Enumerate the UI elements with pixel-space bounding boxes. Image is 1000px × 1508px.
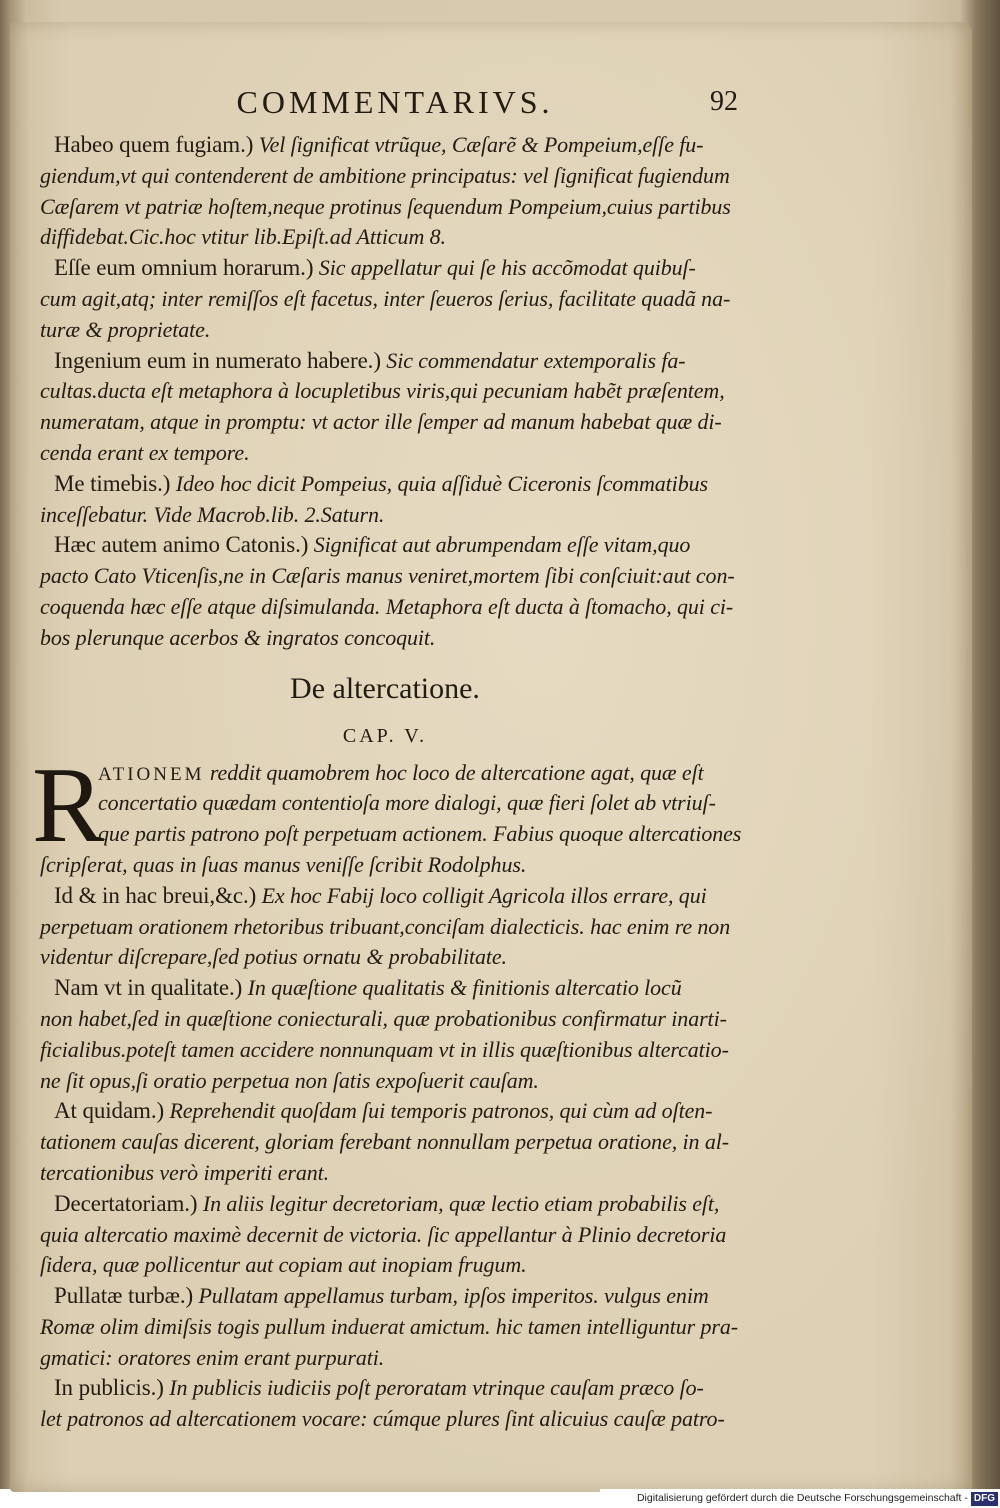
commentary-paragraph [40, 530, 735, 653]
paragraph-line: pacto Cato Vticenſis,ne in Cæſaris manus veniret,mortem ſibi conſciuit:aut con- [40, 563, 735, 589]
paragraph-line [40, 130, 730, 161]
paragraph-line: concertatio quædam contentioſa more dialogi, quæ fieri ſolet ab vtriuſ- [98, 790, 716, 816]
footer-text: Digitalisierung gefördert durch die Deutsche Forschungsgemeinschaft - [636, 1492, 968, 1504]
lemma: Habeo quem fugiam.) [54, 132, 254, 157]
line-text: reddit quamobrem hoc loco de altercatione agat, quæ eſt [204, 759, 704, 785]
paragraph-line: ſidera, quæ pollicentur aut copiam aut inopiam frugum. [40, 1252, 527, 1278]
paragraph-line [40, 1373, 730, 1404]
paragraph-line: que partis patrono poſt perpetuam actionem. Fabius quoque altercationes [98, 821, 742, 847]
paragraph-line: inceſſebatur. Vide Macrob.lib. 2.Saturn. [40, 501, 385, 527]
paragraph-line: Cæſarem vt patriæ hoſtem,neque protinus ſequendum Pompeium,cuius partibus [40, 193, 731, 219]
commentary-paragraph [40, 253, 730, 345]
first-word: ATIONEM [98, 763, 205, 785]
lemma: Ingenium eum in numerato habere.) [54, 347, 381, 373]
line-text: Sic appellatur qui ſe his accõmodat quibuſ- [313, 255, 696, 281]
paragraph-line: let patronos ad altercationem vocare: cúmque plures ſint alicuius cauſæ patro- [40, 1406, 725, 1432]
section-title: De altercatione. [290, 671, 480, 705]
line-text: Significat aut abrumpendam eſſe vitam,quo [308, 532, 691, 558]
paragraph-line: giendum,vt qui contenderent de ambitione principatus: vel ſignificat fugiendum [40, 162, 730, 188]
lemma: Hæc autem animo Catonis.) [54, 532, 309, 558]
paragraph-line: ne ſit opus,ſi oratio perpetua non ſatis expoſuerit cauſam. [40, 1067, 539, 1093]
book-page [10, 22, 972, 1492]
commentary-paragraph [40, 1281, 739, 1373]
lemma: Pullatæ turbæ.) [54, 1283, 194, 1309]
paragraph-line [40, 1096, 730, 1127]
lemma: Eſſe eum omnium horarum.) [54, 255, 314, 281]
opening-paragraph [32, 745, 742, 881]
paragraph-line: non habet,ſed in quæſtione coniecturali, quæ probationibus confirmatur inarti- [40, 1005, 727, 1031]
line-text: Ex hoc Fabij loco colligit Agricola illos errare, qui [256, 882, 707, 908]
lemma: Decertatoriam.) [54, 1190, 198, 1216]
paragraph-line [40, 469, 730, 500]
paragraph-line: ficialibus.poteſt tamen accidere nonnunquam vt in illis quæſtionibus altercatio- [40, 1036, 729, 1062]
paragraph-line: numeratam, atque in promptu: vt actor ille ſemper ad manum habebat quæ di- [40, 409, 722, 435]
paragraph-line: cenda erant ex tempore. [40, 439, 250, 465]
line-text: Vel ſignificat vtrũque, Cæſarẽ & Pompeium,eſſe fu- [253, 132, 704, 157]
paragraph-line: cum agit,atq; inter remiſſos eſt facetus, inter ſeueros ſerius, facilitate quadã na- [40, 285, 731, 311]
drop-cap: R [32, 745, 105, 865]
text-block [32, 84, 742, 1435]
line-text: Ideo hoc dicit Pompeius, quia aſſiduè Ciceronis ſcommatibus [170, 470, 708, 496]
commentary-paragraph [40, 1373, 730, 1435]
page-number: 92 [710, 86, 738, 117]
paragraph-line [40, 1189, 730, 1220]
dfg-logo-icon: DFG [971, 1492, 998, 1506]
running-title: COMMENTARIVS. [236, 84, 554, 120]
line-text: In quæſtione qualitatis & finitionis altercatio locũ [242, 975, 682, 1001]
line-text: In publicis iudiciis poſt peroratam vtrinque cauſam præco ſo- [163, 1375, 704, 1401]
lemma: Id & in hac breui,&c.) [54, 882, 257, 908]
commentary-paragraph [40, 130, 730, 253]
paragraph-line: gmatici: oratores enim erant purpurati. [40, 1344, 385, 1370]
paragraph-line: quia altercatio maximè decernit de victoria. ſic appellantur à Plinio decretoria [40, 1221, 727, 1247]
commentary-paragraph [40, 346, 730, 469]
paragraph-line [40, 973, 730, 1004]
commentary-paragraph [40, 881, 730, 973]
paragraph-line: tationem cauſas dicerent, gloriam ferebant nonnullam perpetua oratione, in al- [40, 1129, 729, 1155]
running-head [40, 84, 738, 130]
paragraph-line: turæ & proprietate. [40, 316, 211, 342]
lemma: Nam vt in qualitate.) [54, 975, 243, 1001]
paragraph-line: cultas.ducta eſt metaphora à locupletibus viris,qui pecuniam habẽt præſentem, [40, 378, 725, 404]
digitization-footer [600, 1489, 1000, 1508]
lemma: In publicis.) [54, 1375, 164, 1401]
paragraph-line: perpetuam orationem rhetoribus tribuant,conciſam dialecticis. hac enim re non [40, 913, 731, 939]
chapter-label: CAP. V. [342, 724, 428, 747]
lemma: At quidam.) [54, 1098, 165, 1124]
commentary-bottom [40, 881, 739, 1435]
lemma: Me timebis.) [54, 470, 171, 496]
paragraph-line [40, 758, 730, 789]
paragraph-line: videntur diſcrepare,ſed potius ornatu & probabilitate. [40, 944, 507, 970]
paragraph-line: tercationibus verò imperiti erant. [40, 1159, 330, 1185]
paragraph-line: coquenda hæc eſſe atque diſsimulanda. Metaphora eſt ducta à ſtomacho, qui ci- [40, 593, 734, 619]
paragraph-line [40, 1281, 730, 1312]
line-text: Sic commendatur extemporalis fa- [380, 347, 686, 373]
line-text: Reprehendit quoſdam ſui temporis patronos, qui cùm ad oſten- [164, 1098, 713, 1124]
commentary-paragraph [40, 1096, 730, 1188]
commentary-top [40, 130, 735, 654]
paragraph-line [40, 346, 730, 377]
commentary-paragraph [40, 469, 730, 531]
paragraph-line: ſcripſerat, quas in ſuas manus veniſſe ſcribit Rodolphus. [40, 851, 527, 877]
commentary-paragraph [40, 1189, 730, 1281]
commentary-paragraph [40, 973, 730, 1096]
paragraph-line [40, 253, 730, 284]
line-text: In aliis legitur decretoriam, quæ lectio etiam probabilis eſt, [197, 1190, 720, 1216]
paragraph-line: bos plerunque acerbos & ingratos concoquit. [40, 624, 436, 650]
paragraph-line [40, 881, 730, 912]
paragraph-line: diffidebat.Cic.hoc vtitur lib.Epiſt.ad Atticum 8. [40, 224, 446, 250]
paragraph-line [40, 530, 730, 561]
paragraph-line: Romæ olim dimiſsis togis pullum induerat amictum. hic tamen intelliguntur pra- [40, 1313, 739, 1339]
line-text: Pullatam appellamus turbam, ipſos imperitos. vulgus enim [193, 1283, 709, 1309]
